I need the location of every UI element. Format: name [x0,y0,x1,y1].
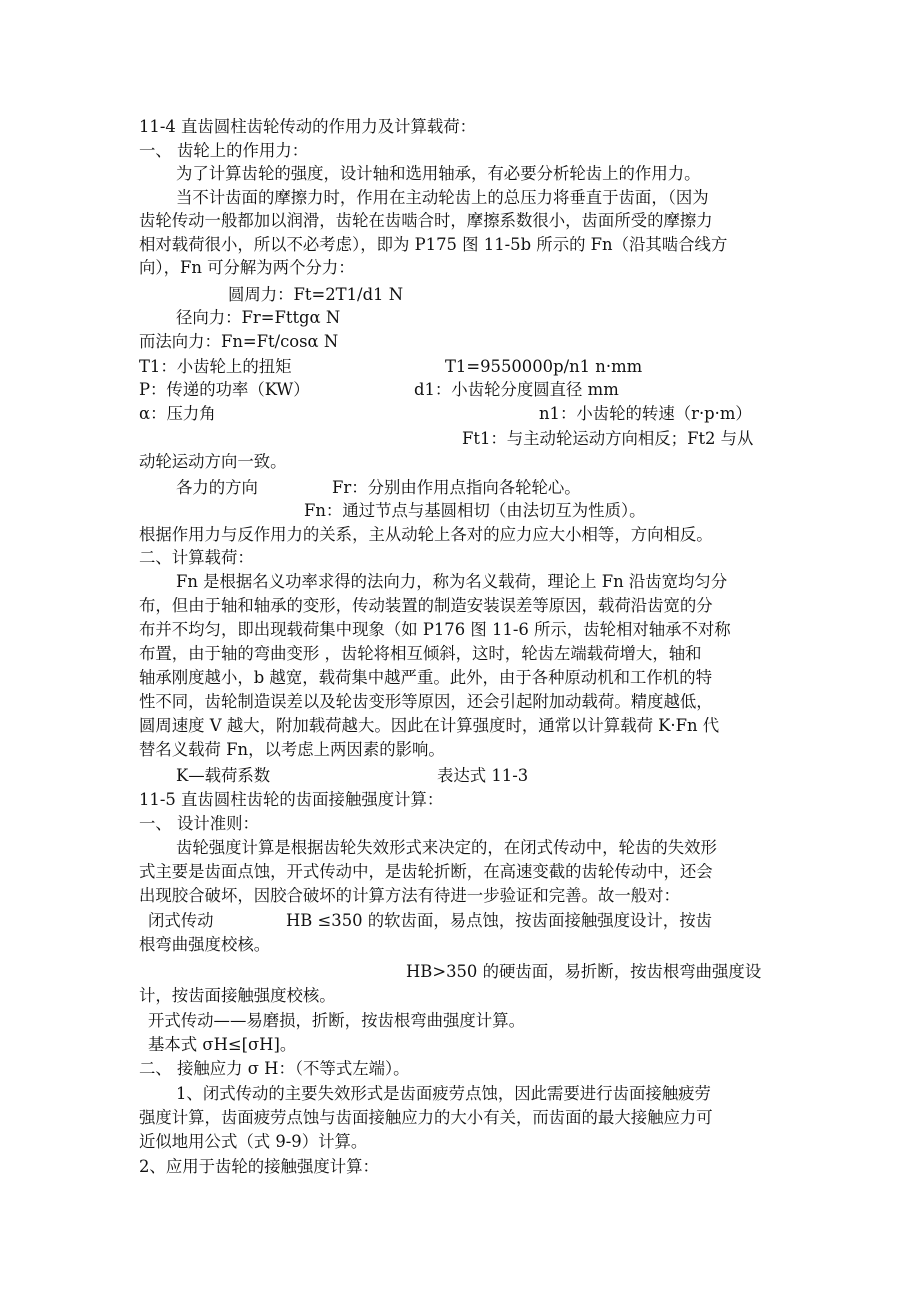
open-drive-line: 开式传动——易磨损，折断，按齿根弯曲强度计算。 [148,1011,525,1030]
force-direction-fn: Fn：通过节点与基圆相切（由法切互为性质）。 [304,501,646,520]
formula-radial-force: 径向力：Fr=Fttgα N [176,308,341,327]
force-direction-fr: Fr：分别由作用点指向各轮轮心。 [332,478,581,497]
paragraph-line: 计，按齿面接触强度校核。 [139,986,336,1005]
paragraph-line: 为了计算齿轮的强度，设计轴和选用轴承，有必要分析轮齿上的作用力。 [176,164,701,183]
paragraph-line: 根弯曲强度校核。 [139,935,271,954]
closed-drive-label: 闭式传动 [148,911,214,930]
paragraph-line: 圆周速度 V 越大，附加载荷越大。因此在计算强度时，通常以计算载荷 K·Fn 代 [139,716,720,735]
closed-drive-hard-surface: HB>350 的硬齿面，易折断，按齿根弯曲强度设 [406,962,762,981]
formula-t1: T1=9550000p/n1 n·mm [445,357,643,376]
paragraph-line: 齿轮传动一般都加以润滑，齿轮在齿啮合时，摩擦系数很小，齿面所受的摩擦力 [139,211,713,230]
definition-t1: T1：小齿轮上的扭矩 [139,357,292,376]
paragraph-line: 布，但由于轴和轴承的变形，传动装置的制造安装误差等原因，载荷沿齿宽的分 [139,596,713,615]
paragraph-line: 出现胶合破坏，因胶合破坏的计算方法有待进一步验证和完善。故一般对： [139,886,680,905]
definition-d1: d1：小齿轮分度圆直径 mm [414,380,619,399]
paragraph-line: 性不同，齿轮制造误差以及轮齿变形等原因，还会引起附加动载荷。精度越低， [139,692,713,711]
paragraph-line: 动轮运动方向一致。 [139,452,287,471]
subheading-contact-stress: 二、 接触应力 σ H：（不等式左端）。 [139,1059,410,1078]
section-heading-11-4: 11-4 直齿圆柱齿轮传动的作用力及计算载荷： [139,117,477,136]
paragraph-line: 相对载荷很小，所以不必考虑），即为 P175 图 11-5b 所示的 Fn（沿其啮合线方 [139,235,728,254]
section-heading-11-5: 11-5 直齿圆柱齿轮的齿面接触强度计算： [139,790,444,809]
subheading-gear-forces: 一、 齿轮上的作用力： [139,141,309,160]
definition-n1: n1：小齿轮的转速（r·p·m） [539,404,752,423]
load-factor-expression: 表达式 11-3 [437,766,529,785]
force-direction-label: 各力的方向 [176,478,258,497]
definition-power: P：传递的功率（KW） [139,380,310,399]
definition-ft: Ft1：与主动轮运动方向相反；Ft2 与从 [462,429,754,448]
formula-normal-force: 而法向力：Fn=Ft/cosα N [139,332,339,351]
paragraph-line: 当不计齿面的摩擦力时，作用在主动轮齿上的总压力将垂直于齿面，（因为 [176,188,709,207]
paragraph-line: 布并不均匀，即出现载荷集中现象（如 P176 图 11-6 所示，齿轮相对轴承不对称 [139,620,731,639]
subheading-design-criteria: 一、 设计准则： [139,814,259,833]
basic-formula-line: 基本式 σH≤[σH]。 [148,1035,297,1054]
paragraph-line: 强度计算，齿面疲劳点蚀与齿面接触应力的大小有关，而齿面的最大接触应力可 [139,1108,713,1127]
paragraph-line: 替名义载荷 Fn，以考虑上两因素的影响。 [139,740,445,759]
closed-drive-soft-surface: HB ≤350 的软齿面，易点蚀，按齿面接触强度设计，按齿 [286,911,712,930]
paragraph-line: 式主要是齿面点蚀，开式传动中，是齿轮折断，在高速变截的齿轮传动中，还会 [139,862,713,881]
load-factor-label: K—载荷系数 [176,766,271,785]
paragraph-line: Fn 是根据名义功率求得的法向力，称为名义载荷，理论上 Fn 沿齿宽均匀分 [176,572,728,591]
paragraph-line: 近似地用公式（式 9-9）计算。 [139,1132,368,1151]
subheading-calculated-load: 二、计算载荷： [139,548,254,567]
formula-circumferential-force: 圆周力：Ft=2T1/d1 N [228,285,404,304]
paragraph-line: 2、应用于齿轮的接触强度计算： [139,1157,379,1176]
paragraph-line: 齿轮强度计算是根据齿轮失效形式来决定的，在闭式传动中，轮齿的失效形 [176,838,717,857]
paragraph-line: 根据作用力与反作用力的关系，主从动轮上各对的应力应大小相等，方向相反。 [139,525,713,544]
paragraph-line: 布置，由于轴的弯曲变形 ，齿轮将相互倾斜，这时，轮齿左端载荷增大，轴和 [139,644,702,663]
paragraph-line: 轴承刚度越小，b 越宽，载荷集中越严重。此外，由于各种原动机和工作机的特 [139,668,712,687]
paragraph-line: 向），Fn 可分解为两个分力： [139,258,355,277]
paragraph-line: 1、闭式传动的主要失效形式是齿面疲劳点蚀，因此需要进行齿面接触疲劳 [176,1084,711,1103]
definition-pressure-angle: α：压力角 [139,404,216,423]
